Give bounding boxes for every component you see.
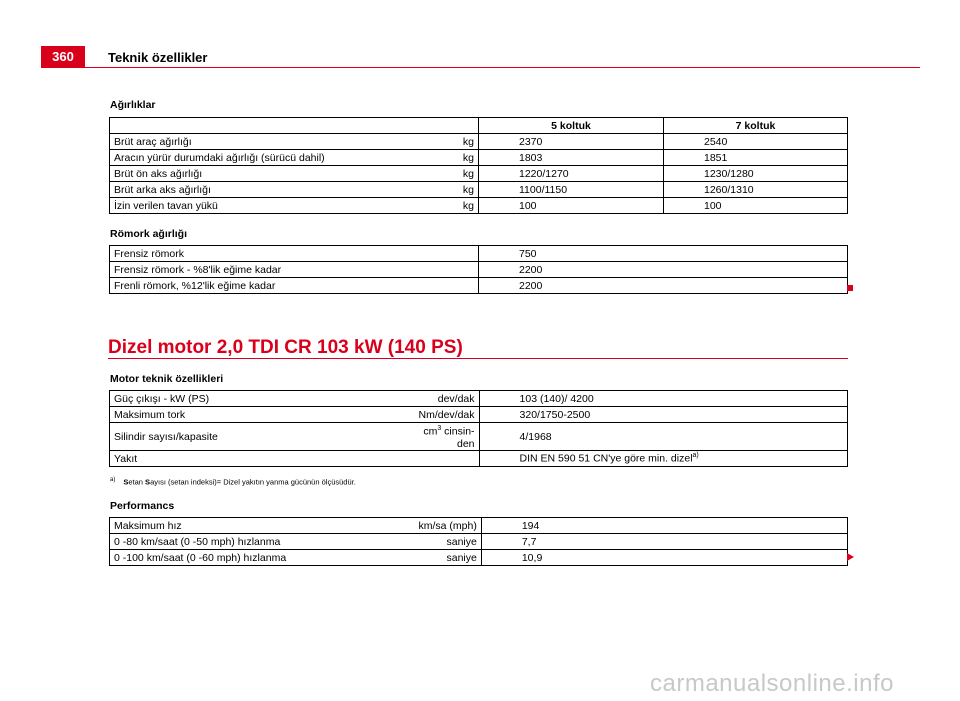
table-row [110,166,848,182]
row-unit [415,423,480,451]
row-value-7: 1851 [664,150,848,166]
row-label: İzin verilen tavan yükü [110,198,415,214]
weights-heading: Ağırlıklar [110,99,156,111]
row-unit: kg [415,150,479,166]
trailer-heading: Römork ağırlığı [110,228,188,240]
row-unit: km/sa (mph) [415,518,482,534]
row-value: 2200 [479,262,848,278]
footnote-text: etan [128,477,146,487]
page-title: Teknik özellikler [108,50,208,65]
row-unit: Nm/dev/dak [415,407,480,423]
footnote [110,477,356,487]
footnote-mark: a) [110,477,116,483]
table-cell [110,118,415,134]
row-value: 320/1750-2500 [479,407,847,423]
row-label: 0 -80 km/saat (0 -50 mph) hızlanma [110,534,415,550]
table-row [110,182,848,198]
row-unit: saniye [415,550,482,566]
table-row [110,134,848,150]
unit-line2: den [457,437,475,450]
row-value: 10,9 [481,550,847,566]
row-unit: kg [415,182,479,198]
row-label: Brüt arka aks ağırlığı [110,182,415,198]
row-value: 194 [481,518,847,534]
row-value-5: 1100/1150 [479,182,664,198]
table-row [110,150,848,166]
row-value-5: 100 [479,198,664,214]
unit-base: cm [423,425,438,438]
row-label: Yakıt [110,451,415,467]
column-header-5-seat: 5 koltuk [479,118,664,134]
row-value: 750 [479,246,848,262]
table-row [110,423,848,451]
row-unit: kg [415,134,479,150]
section-rule [108,358,848,359]
engine-heading: Motor teknik özellikleri [110,373,224,385]
row-value-5: 2370 [479,134,664,150]
footnote-ref: a) [692,452,699,460]
row-value: 7,7 [481,534,847,550]
row-label: Silindir sayısı/kapasite [110,423,415,451]
row-label: Güç çıkışı - kW (PS) [110,391,415,407]
watermark: carmanualsonline.info [650,670,894,697]
row-label: Frensiz römork - %8'lik eğime kadar [110,262,479,278]
row-value-7: 1230/1280 [664,166,848,182]
row-label: Frenli römork, %12'lik eğime kadar [110,278,479,294]
performance-heading: Performancs [110,500,175,512]
footnote-text: ayısı (setan indeksi)= Dizel yakıtın yanma gücünün ölçüsüdür. [150,477,356,487]
page-header [41,42,920,68]
footnote-bold: S [145,477,151,487]
column-header-7-seat: 7 koltuk [664,118,848,134]
table-row [110,278,848,294]
table-row [110,407,848,423]
row-unit [415,451,480,467]
row-label: Maksimum hız [110,518,415,534]
footnote-bold: S [123,477,129,487]
row-unit: kg [415,198,479,214]
row-value-7: 100 [664,198,848,214]
row-label: 0 -100 km/saat (0 -60 mph) hızlanma [110,550,415,566]
engine-table [109,390,848,467]
row-unit: saniye [415,534,482,550]
header-rule [85,67,920,68]
red-square-icon [847,285,853,291]
row-unit: kg [415,166,479,182]
row-value-5: 1220/1270 [479,166,664,182]
table-header-row [110,118,848,134]
row-label: Frensiz römork [110,246,479,262]
page-number: 360 [41,46,85,68]
performance-table [109,517,848,566]
table-cell [415,118,479,134]
row-value: 103 (140)/ 4200 [479,391,847,407]
row-value [479,451,847,467]
row-value-7: 1260/1310 [664,182,848,198]
table-row [110,391,848,407]
trailer-table [109,245,848,294]
row-label: Brüt ön aks ağırlığı [110,166,415,182]
table-row [110,246,848,262]
engine-section-title: Dizel motor 2,0 TDI CR 103 kW (140 PS) [108,337,463,358]
table-row [110,198,848,214]
row-label: Maksimum tork [110,407,415,423]
table-row [110,550,848,566]
weights-table [109,117,848,214]
row-value-7: 2540 [664,134,848,150]
row-value: 2200 [479,278,848,294]
table-row [110,534,848,550]
table-row [110,262,848,278]
red-triangle-arrow-icon [847,553,854,561]
row-label: Aracın yürür durumdaki ağırlığı (sürücü dahil) [110,150,415,166]
row-label: Brüt araç ağırlığı [110,134,415,150]
unit-rest: cinsin- [441,425,475,438]
table-row [110,518,848,534]
row-value-5: 1803 [479,150,664,166]
unit-superscript: 3 [437,425,442,433]
fuel-value: DIN EN 590 51 CN'ye göre min. dizel [519,452,693,465]
table-row [110,451,848,467]
row-value: 4/1968 [479,423,847,451]
row-unit: dev/dak [415,391,480,407]
